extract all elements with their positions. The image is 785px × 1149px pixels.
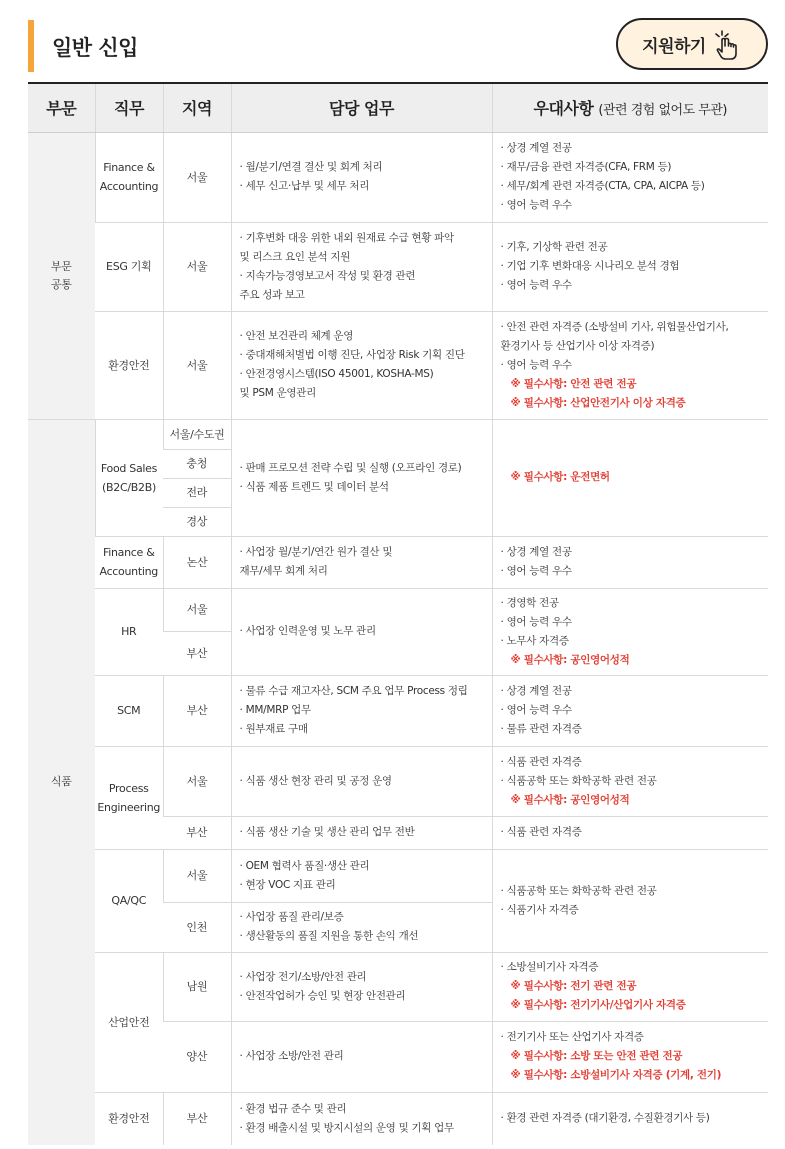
duty-line: · 월/분기/연결 결산 및 회계 처리 — [239, 161, 383, 173]
duty-line: · 기후변화 대응 위한 내외 원재료 수급 현황 파악 — [239, 231, 454, 244]
duty-line: · 안전경영시스템(ISO 45001, KOSHA-MS) — [239, 368, 434, 380]
dept-label: 부문 — [50, 259, 72, 273]
duty-line: · 생산활동의 품질 지원을 통한 손익 개선 — [239, 930, 419, 942]
header-dept: 부문 — [28, 83, 95, 132]
duty-line: · 식품 생산 기술 및 생산 관리 업무 전반 — [239, 826, 415, 838]
duty-line: · 안전작업허가 승인 및 현장 안전관리 — [239, 989, 406, 1002]
preference-line: · 영어 능력 우수 — [500, 279, 572, 291]
region-cell: 부산 — [163, 675, 231, 746]
table-header-row — [28, 83, 768, 132]
preference-line: · 기업 기후 변화대응 시나리오 분석 경험 — [500, 260, 680, 272]
region-cell: 부산 — [163, 816, 231, 849]
preference-line: · 상경 계열 전공 — [500, 546, 572, 558]
preference-line: · 기후, 기상학 관련 전공 — [500, 241, 608, 253]
region-cell: 서울 — [163, 222, 231, 311]
required-note: ※ 필수사항: 소방설비기사 자격증 (기계, 전기) — [510, 1069, 722, 1081]
preference-cell — [492, 816, 768, 849]
table-row — [28, 675, 768, 746]
region-cell: 논산 — [163, 536, 231, 588]
duty-cell — [231, 1021, 492, 1092]
duty-line: · 물류 수급 재고자산, SCM 주요 업무 Process 정립 — [239, 685, 468, 697]
table-row — [28, 311, 768, 419]
page-title: 일반 신입 — [52, 36, 138, 60]
preference-line: · 안전 관련 자격증 (소방설비 기사, 위험물산업기사, — [500, 320, 729, 333]
job-cell: ESG 기획 — [95, 222, 163, 311]
duty-cell — [231, 222, 492, 311]
apply-button-label: 지원하기 — [642, 36, 706, 57]
duty-cell — [231, 311, 492, 419]
job-label: Finance & — [103, 161, 155, 174]
region-cell: 부산 — [163, 1092, 231, 1145]
preference-line: · 식품기사 자격증 — [500, 903, 579, 916]
duty-line: · 세무 신고·납부 및 세무 처리 — [239, 180, 370, 192]
duty-cell — [231, 536, 492, 588]
job-cell: 환경안전 — [95, 311, 163, 419]
region-cell: 부산 — [163, 631, 231, 675]
preference-line: · 환경 관련 자격증 (대기환경, 수질환경기사 등) — [500, 1112, 710, 1125]
region-cell: 경상 — [163, 507, 231, 536]
region-cell: 서울/수도권 — [163, 419, 231, 449]
preference-line: · 식품공학 또는 화학공학 관련 전공 — [500, 774, 657, 787]
job-cell — [95, 746, 163, 849]
duty-cell — [231, 588, 492, 675]
table-row — [28, 849, 768, 902]
region-cell: 인천 — [163, 902, 231, 952]
required-note: ※ 필수사항: 운전면허 — [510, 471, 610, 483]
region-cell: 서울 — [163, 311, 231, 419]
required-note: ※ 필수사항: 전기기사/산업기사 자격증 — [510, 999, 686, 1011]
preference-cell — [492, 675, 768, 746]
duty-line: · 판매 프로모션 전략 수립 및 실행 (오프라인 경로) — [239, 461, 462, 474]
preference-line: 환경기사 등 산업기사 이상 자격증) — [500, 339, 655, 352]
duty-line: · 식품 생산 현장 관리 및 공정 운영 — [239, 774, 392, 787]
duty-line: · 지속가능경영보고서 작성 및 환경 관련 — [239, 269, 416, 282]
preference-line: · 세무/회계 관련 자격증(CTA, CPA, AICPA 등) — [500, 180, 705, 192]
table-row — [28, 222, 768, 311]
job-label: Accounting — [99, 565, 158, 578]
job-cell — [95, 419, 163, 536]
preference-cell — [492, 849, 768, 952]
dept-cell: 식품 — [28, 419, 95, 1145]
duty-line: 및 리스크 요인 분석 지원 — [239, 250, 351, 263]
required-note: ※ 필수사항: 산업안전기사 이상 자격증 — [510, 396, 686, 409]
required-note: ※ 필수사항: 전기 관련 전공 — [510, 980, 637, 992]
job-label: Finance & — [103, 546, 155, 559]
table-row — [28, 536, 768, 588]
apply-button[interactable] — [616, 18, 768, 70]
job-cell — [95, 536, 163, 588]
job-cell — [95, 132, 163, 222]
duty-line: · OEM 협력사 품질·생산 관리 — [239, 859, 370, 872]
region-cell: 충청 — [163, 449, 231, 478]
preference-line: · 영어 능력 우수 — [500, 565, 572, 577]
job-cell: HR — [95, 588, 163, 675]
job-table — [28, 82, 768, 1145]
table-row — [28, 952, 768, 1021]
duty-cell — [231, 675, 492, 746]
duty-cell — [231, 849, 492, 902]
preference-line: · 식품 관련 자격증 — [500, 826, 582, 838]
duty-line: 및 PSM 운영관리 — [239, 387, 316, 399]
duty-line: · 환경 법규 준수 및 관리 — [239, 1102, 347, 1115]
preference-cell — [492, 1092, 768, 1145]
duty-line: · 식품 제품 트렌드 및 데이터 분석 — [239, 480, 389, 493]
region-cell: 서울 — [163, 746, 231, 816]
preference-cell — [492, 419, 768, 536]
duty-line: · 사업장 소방/안전 관리 — [239, 1050, 344, 1062]
job-label: Engineering — [97, 800, 161, 814]
preference-cell — [492, 536, 768, 588]
preference-line: · 영어 능력 우수 — [500, 615, 572, 628]
accent-bar — [28, 20, 34, 72]
section-header — [28, 18, 768, 78]
header-preference-note: (관련 경험 없어도 무관) — [598, 103, 727, 119]
duty-cell — [231, 1092, 492, 1145]
region-cell: 양산 — [163, 1021, 231, 1092]
preference-cell — [492, 132, 768, 222]
duty-line: · 사업장 품질 관리/보증 — [239, 911, 344, 923]
duty-line: · 사업장 인력운영 및 노무 관리 — [239, 625, 376, 637]
preference-line: · 소방설비기사 자격증 — [500, 961, 599, 973]
duty-line: · 원부재료 구매 — [239, 723, 308, 735]
header-duty: 담당 업무 — [231, 83, 492, 132]
job-cell: QA/QC — [95, 849, 163, 952]
duty-line: · 중대재해처벌법 이행 진단, 사업장 Risk 기획 진단 — [239, 349, 465, 361]
duty-line: · 안전 보건관리 체계 운영 — [239, 330, 354, 342]
table-row — [28, 588, 768, 631]
hand-pointer-icon — [712, 28, 742, 60]
preference-line: · 노무사 자격증 — [500, 634, 569, 647]
duty-line: · 사업장 월/분기/연간 원가 결산 및 — [239, 546, 393, 558]
table-row — [28, 132, 768, 222]
job-cell: 환경안전 — [95, 1092, 163, 1145]
duty-line: · MM/MRP 업무 — [239, 704, 311, 716]
preference-cell — [492, 952, 768, 1021]
duty-line: · 환경 배출시설 및 방지시설의 운영 및 기획 업무 — [239, 1121, 454, 1134]
table-row — [28, 1092, 768, 1145]
preference-line: · 물류 관련 자격증 — [500, 723, 582, 735]
required-note: ※ 필수사항: 공인영어성적 — [510, 793, 630, 806]
region-cell: 서울 — [163, 588, 231, 631]
preference-cell — [492, 746, 768, 816]
duty-line: · 현장 VOC 지표 관리 — [239, 878, 336, 891]
job-label: Accounting — [99, 180, 159, 193]
region-cell: 서울 — [163, 849, 231, 902]
job-cell: 산업안전 — [95, 952, 163, 1092]
job-label: (B2C/B2B) — [102, 480, 156, 494]
header-region: 지역 — [163, 83, 231, 132]
job-label: Process — [108, 781, 149, 795]
region-cell: 전라 — [163, 478, 231, 507]
preference-line: · 영어 능력 우수 — [500, 199, 572, 211]
header-preference — [492, 83, 768, 132]
preference-cell — [492, 588, 768, 675]
duty-cell — [231, 746, 492, 816]
preference-line: · 전기기사 또는 산업기사 자격증 — [500, 1031, 644, 1043]
duty-line: · 사업장 전기/소방/안전 관리 — [239, 970, 367, 983]
duty-cell — [231, 952, 492, 1021]
preference-line: · 재무/금융 관련 자격증(CFA, FRM 등) — [500, 161, 672, 173]
preference-cell — [492, 222, 768, 311]
preference-line: · 영어 능력 우수 — [500, 704, 572, 716]
table-row — [28, 746, 768, 816]
duty-cell — [231, 816, 492, 849]
preference-line: · 식품 관련 자격증 — [500, 755, 582, 768]
job-cell: SCM — [95, 675, 163, 746]
preference-line: · 상경 계열 전공 — [500, 142, 572, 154]
duty-line: 재무/세무 회계 처리 — [239, 565, 328, 577]
preference-line: · 식품공학 또는 화학공학 관련 전공 — [500, 884, 657, 897]
region-cell: 남원 — [163, 952, 231, 1021]
preference-cell — [492, 311, 768, 419]
job-label: Food Sales — [100, 461, 158, 475]
duty-line: 주요 성과 보고 — [239, 288, 305, 301]
preference-cell — [492, 1021, 768, 1092]
duty-cell — [231, 902, 492, 952]
header-preference-label: 우대사항 — [533, 99, 594, 119]
preference-line: · 경영학 전공 — [500, 596, 559, 609]
duty-cell — [231, 132, 492, 222]
dept-cell — [28, 132, 95, 419]
region-cell: 서울 — [163, 132, 231, 222]
header-job: 직무 — [95, 83, 163, 132]
required-note: ※ 필수사항: 공인영어성적 — [510, 653, 630, 666]
table-row — [28, 419, 768, 449]
required-note: ※ 필수사항: 소방 또는 안전 관련 전공 — [510, 1050, 683, 1062]
preference-line: · 상경 계열 전공 — [500, 685, 572, 697]
dept-label: 공통 — [50, 277, 72, 291]
duty-cell — [231, 419, 492, 536]
preference-line: · 영어 능력 우수 — [500, 358, 572, 371]
required-note: ※ 필수사항: 안전 관련 전공 — [510, 377, 637, 390]
